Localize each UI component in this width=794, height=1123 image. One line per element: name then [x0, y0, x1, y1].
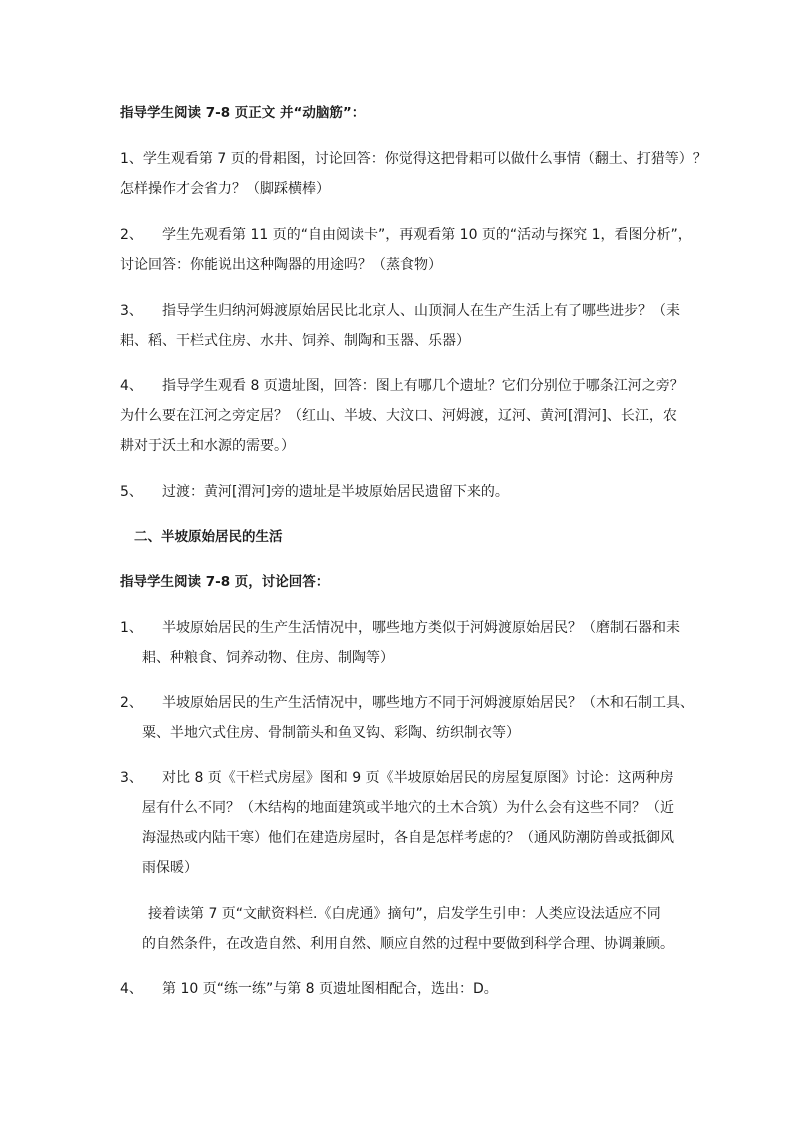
question-4-line-1: 指导学生观看 8 页遗址图，回答：图上有哪几个遗址？它们分别位于哪条江河之旁？ — [162, 378, 684, 394]
section-title-banpo: 二、半坡原始居民的生活 — [134, 529, 283, 545]
question-1-line-1: 1、学生观看第 7 页的骨耜图，讨论回答：你觉得这把骨耜可以做什么事情（翻土、打猎等）？ — [120, 151, 707, 167]
question-1-line-2: 怎样操作才会省力？（脚踩横棒） — [120, 181, 330, 197]
item-3-line-1: 对比 8 页《干栏式房屋》图和 9 页《半坡原始居民的房屋复原图》讨论：这两种房 — [162, 770, 674, 786]
item-3-line-2: 屋有什么不同？（木结构的地面建筑或半地穴的土木合筑）为什么会有这些不同？（近 — [142, 800, 674, 816]
item-2-line-1: 半坡原始居民的生产生活情况中，哪些地方不同于河姆渡原始居民？（木和石制工具、 — [162, 695, 694, 711]
item-4-line-1: 第 10 页“练一练”与第 8 页遗址图相配合，选出：D。 — [162, 981, 498, 997]
item-3-line-3: 海湿热或内陆干寒）他们在建造房屋时，各自是怎样考虑的？（通风防潮防兽或抵御风 — [142, 830, 674, 846]
question-3-number: 3、 — [120, 303, 143, 319]
question-3-line-2: 耜、稻、干栏式住房、水井、饲养、制陶和玉器、乐器） — [120, 333, 470, 349]
question-4-line-3: 耕对于沃土和水源的需要。） — [120, 438, 295, 454]
question-4-line-2: 为什么要在江河之旁定居？（红山、半坡、大汶口、河姆渡，辽河、黄河[渭河]、长江，农 — [120, 408, 677, 424]
continuation-line-2: 的自然条件，在改造自然、利用自然、顺应自然的过程中要做到科学合理、协调兼顾。 — [142, 936, 674, 952]
question-5-number: 5、 — [120, 484, 143, 500]
question-2-line-2: 讨论回答：你能说出这种陶器的用途吗？（蒸食物） — [120, 257, 442, 273]
question-4-number: 4、 — [120, 378, 143, 394]
continuation-line-1: 接着读第 7 页“文献资料栏.《白虎通》摘句”，启发学生引申：人类应设法适应不同 — [148, 906, 661, 922]
question-2-number: 2、 — [120, 227, 143, 243]
item-3-number: 3、 — [120, 770, 143, 786]
item-3-line-4: 雨保暖） — [142, 860, 198, 876]
item-4-number: 4、 — [120, 981, 143, 997]
heading-read-7-8: 指导学生阅读 7-8 页正文 并“动脑筋”： — [120, 105, 366, 121]
question-5-line-1: 过渡：黄河[渭河]旁的遗址是半坡原始居民遗留下来的。 — [162, 484, 509, 500]
item-2-line-2: 粟、半地穴式住房、骨制箭头和鱼叉钩、彩陶、纺织制衣等） — [142, 725, 520, 741]
item-1-number: 1、 — [120, 620, 143, 636]
question-2-line-1: 学生先观看第 11 页的“自由阅读卡”，再观看第 10 页的“活动与探究 1，看图分析”， — [162, 227, 692, 243]
item-1-line-1: 半坡原始居民的生产生活情况中，哪些地方类似于河姆渡原始居民？（磨制石器和耒 — [162, 620, 680, 636]
heading-discuss: 指导学生阅读 7-8 页，讨论回答： — [120, 574, 330, 590]
question-3-line-1: 指导学生归纳河姆渡原始居民比北京人、山顶洞人在生产生活上有了哪些进步？（耒 — [162, 303, 680, 319]
item-1-line-2: 耜、种粮食、饲养动物、住房、制陶等） — [142, 650, 394, 666]
item-2-number: 2、 — [120, 695, 143, 711]
